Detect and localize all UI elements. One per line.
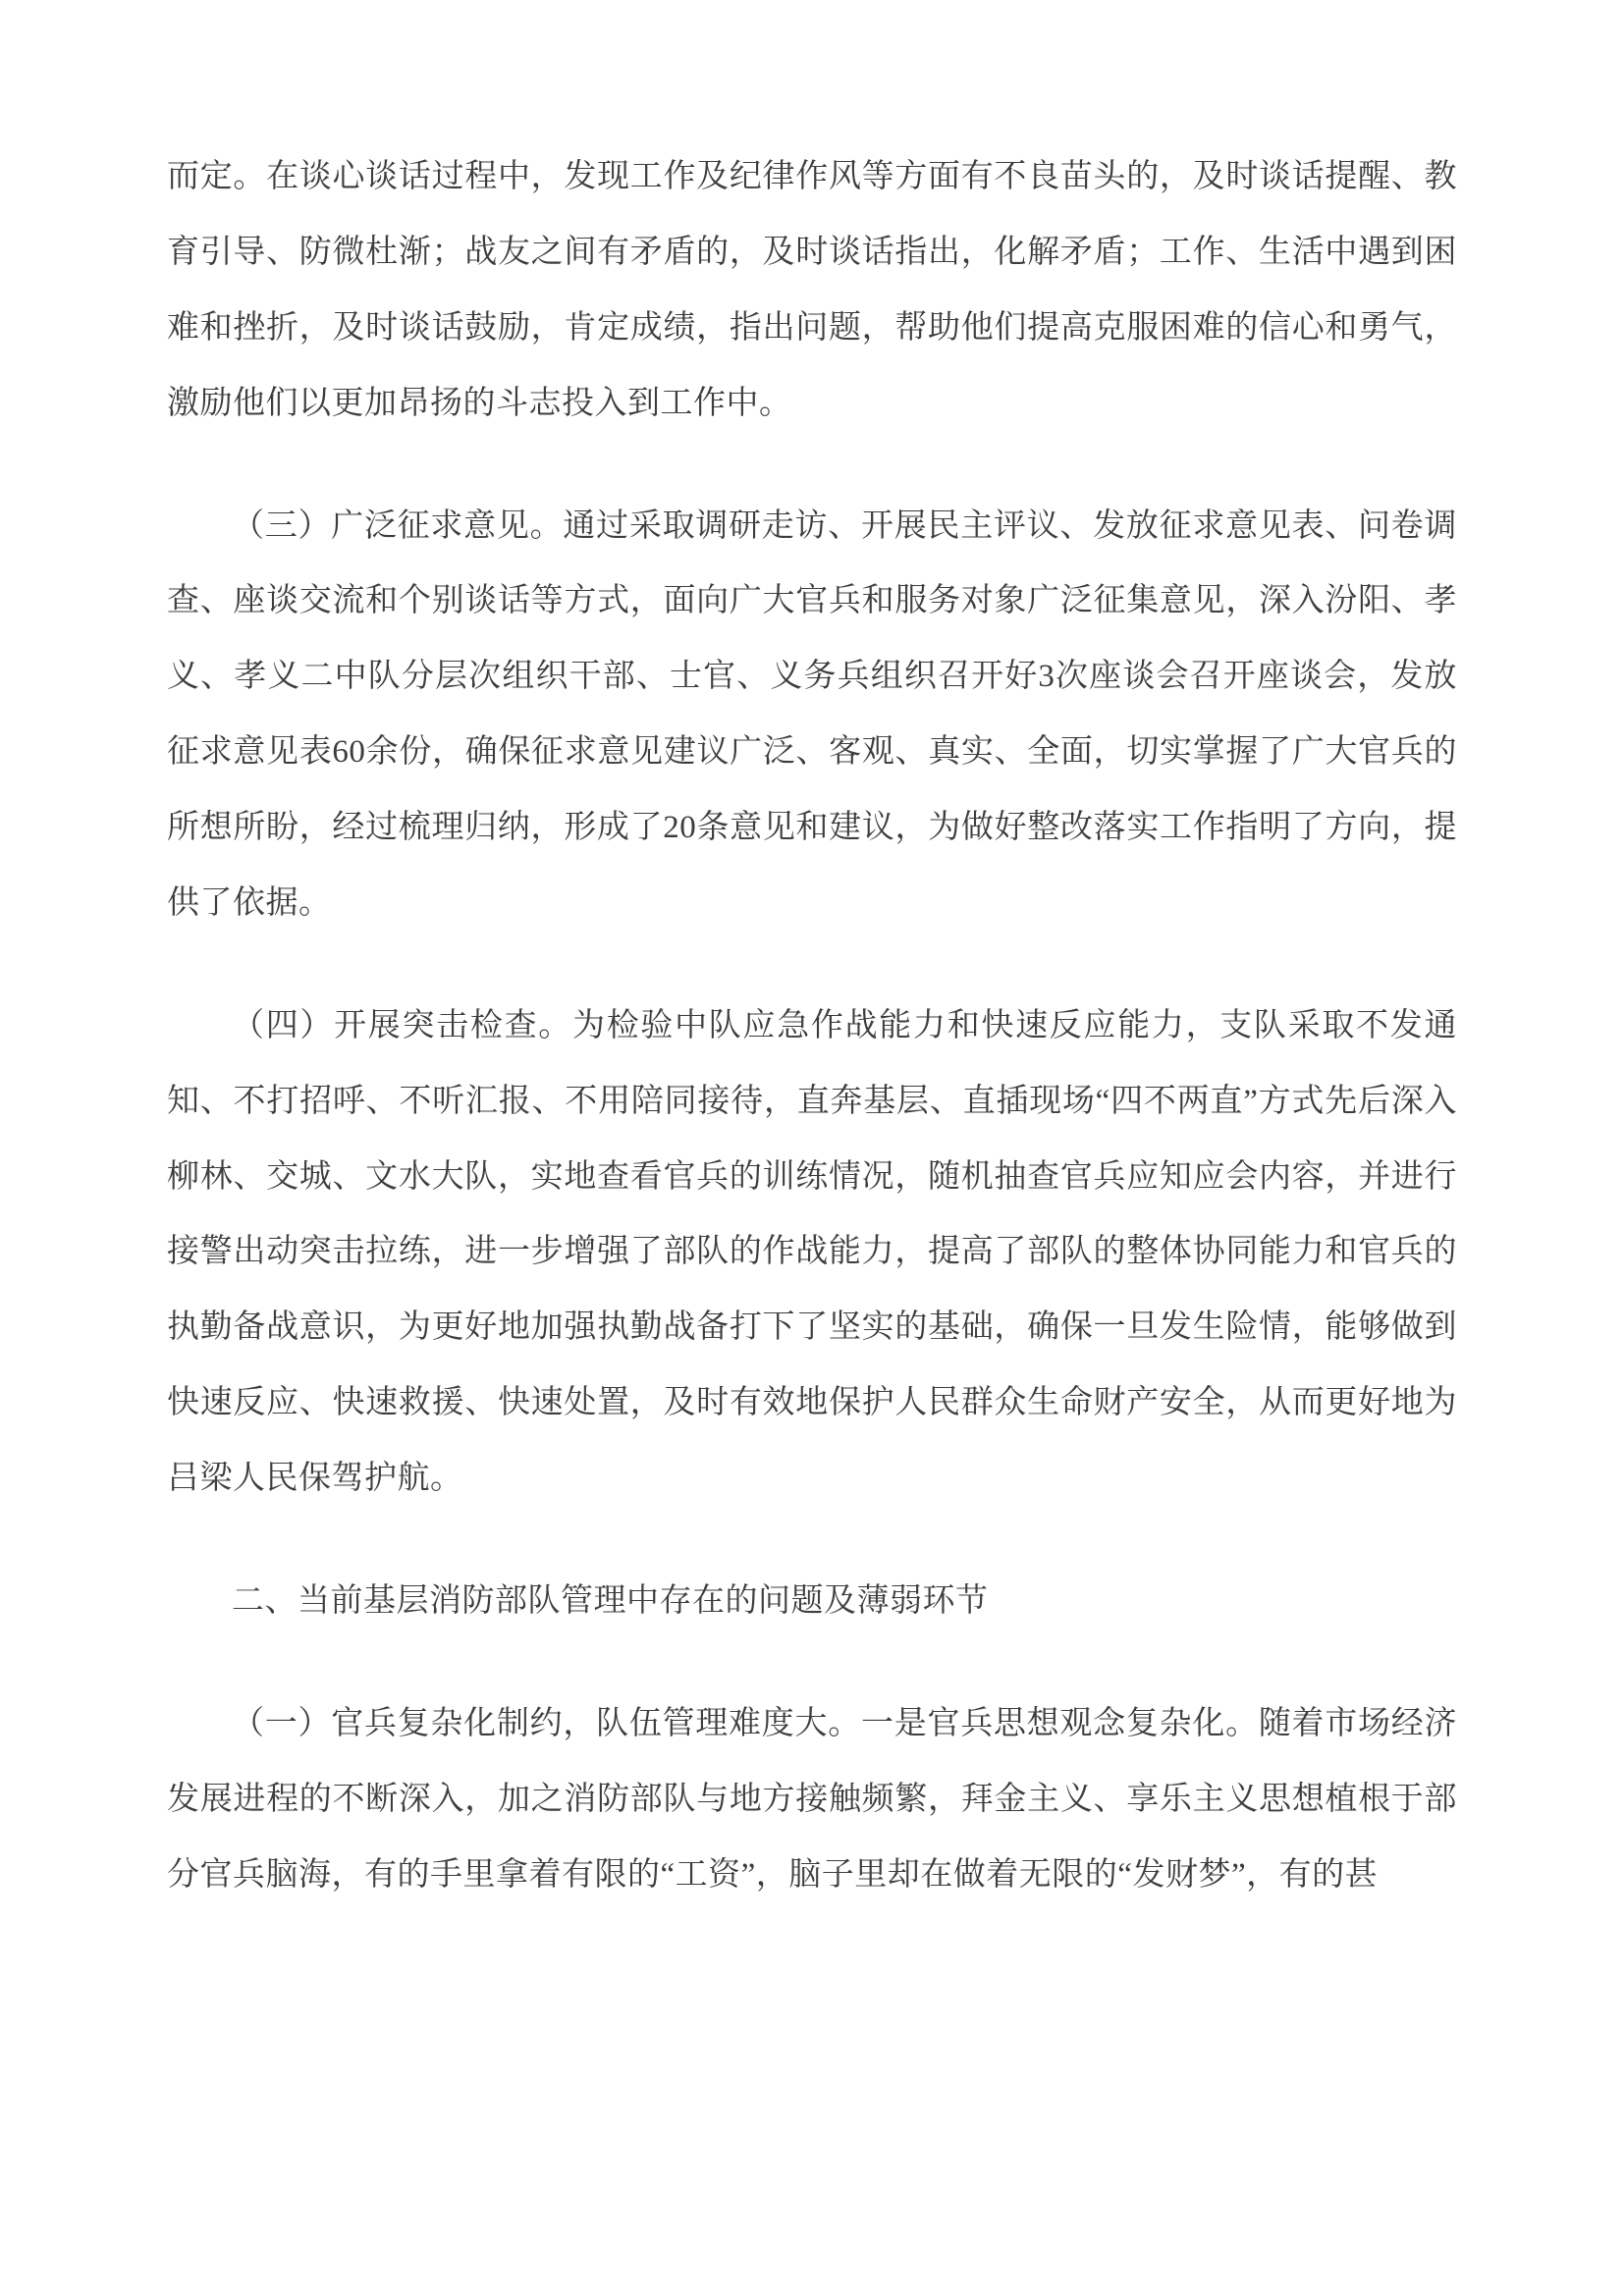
- section-heading: 二、当前基层消防部队管理中存在的问题及薄弱环节: [232, 1582, 989, 1619]
- paragraph-continuation: 而定。在谈心谈话过程中，发现工作及纪律作风等方面有不良苗头的，及时谈话提醒、教育引导、防微杜渐；战友之间有矛盾的，及时谈话指出，化解矛盾；工作、生活中遇到困难和挫折，及时谈话鼓励，肯定成绩，指出问题，帮助他们提高克服困难的信心和勇气，激励他们以更加昂扬的斗志投入到工作中。: [167, 159, 1457, 421]
- paragraph-solicit-opinions: （三）广泛征求意见。通过采取调研走访、开展民主评议、发放征求意见表、问卷调查、座谈交流和个别谈话等方式，面向广大官兵和服务对象广泛征集意见，深入汾阳、孝义、孝义二中队分层次组织干部、士官、义务兵组织召开好3次座谈会召开座谈会，发放征求意见表60余份，确保征求意见建议广泛、客观、真实、全面，切实掌握了广大官兵的所想所盼，经过梳理归纳，形成了20条意见和建议，为做好整改落实工作指明了方向，提供了依据。: [167, 507, 1457, 921]
- paragraph-troop-complexity: （一）官兵复杂化制约，队伍管理难度大。一是官兵思想观念复杂化。随着市场经济发展进程的不断深入，加之消防部队与地方接触频繁，拜金主义、享乐主义思想植根于部分官兵脑海，有的手里拿着有限的“工资”，脑子里却在做着无限的“发财梦”，有的甚: [167, 1705, 1457, 1893]
- paragraph-surprise-inspection: （四）开展突击检查。为检验中队应急作战能力和快速反应能力，支队采取不发通知、不打招呼、不听汇报、不用陪同接待，直奔基层、直插现场“四不两直”方式先后深入柳林、交城、文水大队，实地查看官兵的训练情况，随机抽查官兵应知应会内容，并进行接警出动突击拉练，进一步增强了部队的作战能力，提高了部队的整体协同能力和官兵的执勤备战意识，为更好地加强执勤战备打下了坚实的基础，确保一旦发生险情，能够做到快速反应、快速救援、快速处置，及时有效地保护人民群众生命财产安全，从而更好地为吕梁人民保驾护航。: [167, 1007, 1457, 1496]
